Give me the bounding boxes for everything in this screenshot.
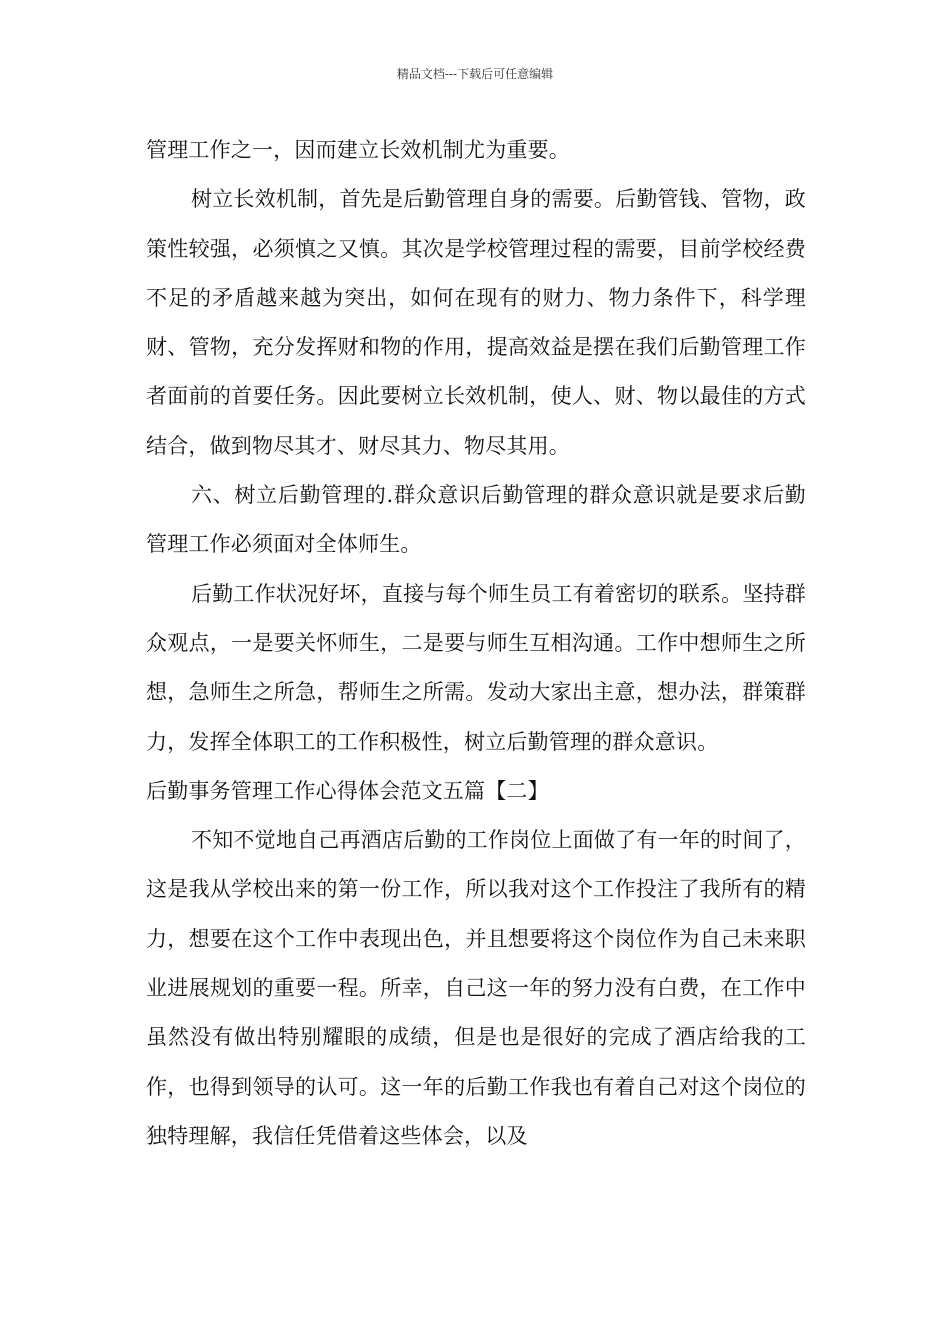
section-heading: 后勤事务管理工作心得体会范文五篇【二】 [146, 778, 549, 803]
paragraph-long-term-mechanism: 树立长效机制，首先是后勤管理自身的需要。后勤管钱、管物，政策性较强，必须慎之又慎。其次是学校管理过程的需要，目前学校经费不足的矛盾越来越为突出，如何在现有的财力、物力条件下，科学理财、管物，充分发挥财和物的作用，提高效益是摆在我们后勤管理工作者面前的首要任务。因此要树立长效机制，使人、财、物以最佳的方式结合，做到物尽其才、财尽其力、物尽其用。 [146, 187, 806, 458]
paragraph-section-six: 六、树立后勤管理的.群众意识后勤管理的群众意识就是要求后勤管理工作必须面对全体师生。 [146, 483, 806, 557]
paragraph-mass-awareness: 后勤工作状况好坏，直接与每个师生员工有着密切的联系。坚持群众观点，一是要关怀师生，二是要与师生互相沟通。工作中想师生之所想，急师生之所急，帮师生之所需。发动大家出主意，想办法，群策群力，发挥全体职工的工作积极性，树立后勤管理的群众意识。 [146, 581, 806, 754]
page-header: 精品文档---下载后可任意编辑 [396, 67, 554, 81]
document-body [146, 126, 806, 1161]
paragraph-hotel-logistics: 不知不觉地自己再酒店后勤的工作岗位上面做了有一年的时间了，这是我从学校出来的第一份工作，所以我对这个工作投注了我所有的精力，想要在这个工作中表现出色，并且想要将这个岗位作为自己未来职业进展规划的重要一程。所幸，自己这一年的努力没有白费，在工作中虽然没有做出特别耀眼的成绩，但是也是很好的完成了酒店给我的工作，也得到领导的认可。这一年的后勤工作我也有着自己对这个岗位的独特理解，我信任凭借着这些体会，以及 [146, 828, 806, 1148]
paragraph-continuation: 管理工作之一，因而建立长效机制尤为重要。 [146, 138, 570, 162]
